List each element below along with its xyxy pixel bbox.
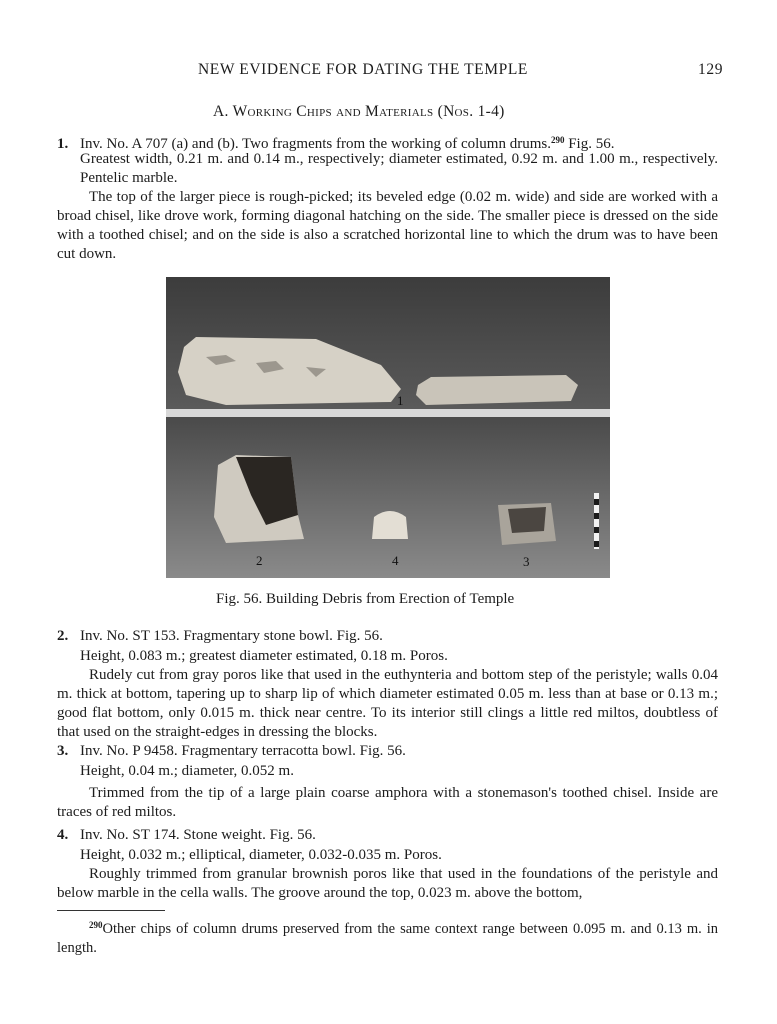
figure-ref: Fig. 56.: [568, 136, 615, 152]
entry-number: 2.: [57, 628, 69, 644]
entry-head-text: Inv. No. P 9458. Fragmentary terracotta bowl. Fig. 56.: [80, 743, 406, 759]
footnote: [57, 916, 718, 958]
entry-1-sub: Greatest width, 0.21 m. and 0.14 m., respectively; diameter estimated, 0.92 m. and 1.00 m., respectively. Pentelic marble.: [80, 151, 718, 186]
footnote-text: Other chips of column drums preserved from the same context range between 0.095 m. and 0.13 m. in length.: [57, 921, 718, 956]
figure-56-illustration: [166, 277, 610, 578]
footnote-ref[interactable]: 290: [550, 135, 565, 145]
entry-number: 1.: [57, 136, 69, 152]
entry-head-text: Inv. No. ST 153. Fragmentary stone bowl. Fig. 56.: [80, 628, 383, 644]
entry-1-body: The top of the larger piece is rough-picked; its beveled edge (0.02 m. wide) and side are worked with a broad chisel, like drove work, forming diagonal hatching on the side. The smaller piece is dressed on the side with a toothed chisel; and on the side is also a scratched horizontal line to which the drum was to have been cut down.: [57, 189, 718, 262]
figure-label: 1: [397, 393, 404, 408]
figure-label: 2: [256, 553, 263, 568]
entry-4-sub: Height, 0.032 m.; elliptical, diameter, 0.032-0.035 m. Poros.: [80, 847, 442, 863]
figure-caption: Fig. 56. Building Debris from Erection of Temple: [216, 591, 515, 607]
figure-56-photo: [166, 277, 610, 578]
entry-3-head: [57, 742, 718, 761]
entry-number: 4.: [57, 827, 69, 843]
entry-2-body: Rudely cut from gray poros like that used in the euthynteria and bottom step of the peristyle; walls 0.04 m. thick at bottom, tapering up to sharp lip of which diameter estimated 0.05 m. less than at base or 0.13 m.; good flat bottom, only 0.015 m. thick near centre. To its interior still clings a little red miltos, doubtless of that used on the straight-edges in dressing the blocks.: [57, 667, 718, 740]
entry-2-head: [57, 627, 718, 646]
page-number: 129: [698, 61, 724, 78]
figure-label: 4: [392, 553, 399, 568]
entry-3-sub: Height, 0.04 m.; diameter, 0.052 m.: [80, 763, 294, 779]
entry-number: 3.: [57, 743, 69, 759]
figure-label: 3: [523, 554, 530, 569]
entry-head-text: Inv. No. ST 174. Stone weight. Fig. 56.: [80, 827, 316, 843]
footnote-number: 290: [89, 920, 103, 930]
footnote-rule: [57, 910, 165, 911]
entry-2-sub: Height, 0.083 m.; greatest diameter estimated, 0.18 m. Poros.: [80, 648, 448, 664]
entry-4-head: [57, 826, 718, 845]
entry-3-body: Trimmed from the tip of a large plain coarse amphora with a stonemason's toothed chisel. Inside are traces of red miltos.: [57, 785, 718, 820]
entry-4-body: Roughly trimmed from granular brownish poros like that used in the foundations of the peristyle and below marble in the cella walls. The groove around the top, 0.023 m. above the bottom,: [57, 866, 718, 901]
entry-head-text: Inv. No. A 707 (a) and (b). Two fragments from the working of column drums.: [80, 136, 551, 152]
section-heading: A. Working Chips and Materials (Nos. 1-4): [213, 103, 505, 120]
running-header: NEW EVIDENCE FOR DATING THE TEMPLE: [198, 61, 528, 78]
